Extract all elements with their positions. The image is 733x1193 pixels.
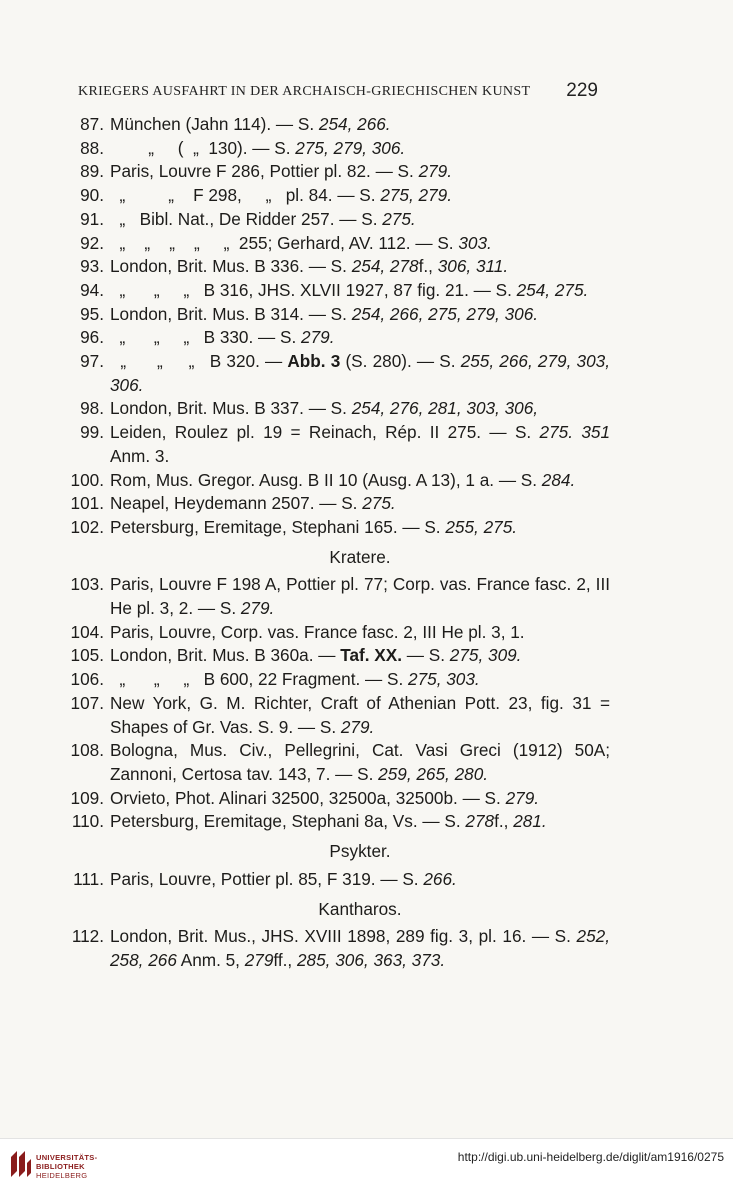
entry-text-segment: „ „ F 298, „ pl. 84. — S. — [110, 185, 381, 206]
entry-text — [110, 644, 610, 668]
entry-number: 111. — [73, 868, 104, 889]
entry-text-segment: New York, G. M. Richter, Craft of Athenian Pott. 23, fig. 31 = Shapes of Gr. Vas. S. 9. — S. — [110, 692, 610, 737]
entry-number: 112. — [71, 926, 104, 947]
entry-number: 99. — [80, 422, 104, 443]
entry-text — [110, 573, 610, 620]
entry-text — [110, 492, 610, 516]
page-reference: 306, 311. — [437, 256, 509, 277]
page-reference: 303. — [458, 232, 492, 253]
entry-number: 89. — [80, 161, 104, 182]
catalogue-entry — [68, 303, 613, 327]
catalogue-entry — [68, 279, 613, 303]
catalogue-entry — [68, 644, 613, 668]
catalogue-entry — [68, 184, 613, 208]
entry-text-segment: Paris, Louvre F 286, Pottier pl. 82. — S. — [110, 161, 419, 182]
page-reference: 279. — [340, 716, 375, 737]
entry-number: 103. — [70, 574, 104, 595]
entry-text-segment: „ „ „ B 316, JHS. XLVII 1927, 87 fig. 21. — S. — [110, 279, 517, 300]
entry-number: 110. — [71, 811, 104, 832]
running-header — [78, 80, 598, 104]
entry-text — [110, 255, 610, 279]
entry-number: 96. — [80, 327, 104, 348]
figure-reference: Abb. 3 — [287, 351, 341, 372]
entry-number: 109. — [70, 787, 104, 808]
entry-text-segment: London, Brit. Mus. B 337. — S. — [110, 398, 352, 419]
entry-text-segment: „ „ „ B 320. — — [110, 351, 288, 372]
entry-text — [110, 326, 610, 350]
entry-text-segment: — S. — [402, 645, 450, 666]
catalogue-entry — [68, 160, 613, 184]
page-reference: 254, 275. — [516, 279, 589, 300]
entry-text — [110, 279, 610, 303]
entry-text — [110, 397, 610, 421]
catalogue-entry — [68, 925, 613, 972]
entry-text — [110, 469, 610, 493]
catalogue-entry — [68, 208, 613, 232]
section-heading: Psykter. — [329, 841, 391, 862]
entry-text — [110, 113, 610, 137]
catalogue-entry — [68, 787, 613, 811]
entry-text-segment: Bologna, Mus. Civ., Pellegrini, Cat. Vasi Greci (1912) 50A; Zannoni, Certosa tav. 143, 7. — S. — [110, 740, 610, 784]
page-reference: 284. — [541, 469, 576, 490]
entry-number: 88. — [80, 137, 104, 158]
catalogue-entry — [68, 810, 613, 834]
entry-text-segment: Rom, Mus. Gregor. Ausg. B II 10 (Ausg. A 13), 1 a. — S. — [110, 469, 542, 490]
entry-text-segment: Orvieto, Phot. Alinari 32500, 32500a, 32500b. — S. — [110, 787, 506, 808]
entry-text-segment: Neapel, Heydemann 2507. — S. — [110, 493, 363, 514]
catalogue-entry — [68, 469, 613, 493]
page-reference: 279. — [505, 787, 540, 808]
page-reference: 275, 279. — [380, 185, 452, 206]
entry-number: 97. — [80, 351, 104, 372]
figure-reference: Taf. XX. — [340, 645, 403, 666]
entry-text-segment: f., — [494, 811, 514, 832]
page-reference: 279 — [244, 949, 274, 970]
catalogue-entry — [68, 573, 613, 620]
catalogue-entry — [68, 516, 613, 540]
entry-number: 87. — [80, 114, 104, 134]
entry-text — [110, 184, 610, 208]
entry-text — [110, 739, 610, 786]
entry-text-segment: „ Bibl. Nat., De Ridder 257. — S. — [110, 208, 383, 229]
page-reference: 275, 303. — [408, 669, 480, 690]
running-title: KRIEGERS AUSFAHRT IN DER ARCHAISCH-GRIECHISCHEN KUNST — [78, 84, 531, 99]
entry-text-segment: (S. 280). — S. — [340, 351, 461, 372]
logo-line-1: UNIVERSITÄTS- — [36, 1153, 98, 1162]
logo-line-3: HEIDELBERG — [36, 1171, 88, 1180]
entry-number: 108. — [70, 740, 104, 761]
entry-number: 102. — [70, 516, 104, 537]
page-reference: 254, 276, 281, 303, 306, — [351, 398, 539, 419]
catalogue-entry — [68, 868, 613, 892]
entry-text-segment: London, Brit. Mus. B 336. — S. — [110, 256, 352, 277]
entry-number: 107. — [70, 692, 104, 713]
catalogue-list — [68, 113, 613, 973]
library-seal-icon — [8, 1149, 32, 1181]
entry-number: 92. — [80, 232, 104, 253]
catalogue-entry — [68, 692, 613, 739]
entry-text-segment: ff., — [273, 949, 297, 970]
entry-text-segment: Anm. 3. — [110, 445, 170, 466]
entry-number: 98. — [80, 398, 104, 419]
entry-text-segment: London, Brit. Mus. B 360a. — — [110, 645, 341, 666]
page-reference: 275. — [382, 208, 416, 229]
entry-number: 106. — [70, 669, 104, 690]
page-reference: 254, 278 — [351, 256, 419, 277]
library-logo[interactable] — [8, 1149, 138, 1185]
page-reference: 279. — [418, 161, 453, 182]
page-reference: 255, 266, 279, 303, 306. — [110, 351, 610, 395]
catalogue-entry — [68, 137, 613, 161]
entry-text — [110, 137, 610, 161]
entry-text-segment: London, Brit. Mus., JHS. XVIII 1898, 289 fig. 3, pl. 16. — S. — [110, 926, 577, 947]
catalogue-entry — [68, 113, 613, 137]
page-reference: 254, 266. — [318, 114, 391, 134]
catalogue-entry — [68, 255, 613, 279]
catalogue-entry — [68, 621, 613, 645]
entry-number: 94. — [80, 279, 104, 300]
entry-text — [110, 787, 610, 811]
entry-text-segment: „ ( „ 130). — S. — [110, 137, 296, 158]
page-reference: 275, 279, 306. — [295, 137, 406, 158]
entry-text-segment: Petersburg, Eremitage, Stephani 8a, Vs. — S. — [110, 811, 466, 832]
entry-text-segment: London, Brit. Mus. B 314. — S. — [110, 303, 352, 324]
page-reference: 254, 266, 275, 279, 306. — [351, 303, 539, 324]
entry-text — [110, 668, 610, 692]
entry-text — [110, 925, 610, 972]
page-reference: 255, 275. — [445, 516, 518, 537]
catalogue-entry — [68, 739, 613, 786]
footer-bar — [0, 1138, 733, 1193]
page-reference: 275. — [362, 493, 396, 514]
entry-text-segment: f., — [418, 256, 438, 277]
entry-text — [110, 232, 610, 256]
entry-text-segment: Anm. 5, — [176, 949, 245, 970]
permalink-url[interactable]: http://digi.ub.uni-heidelberg.de/diglit/am1916/0275 — [457, 1150, 724, 1164]
entry-text — [110, 621, 610, 645]
section-heading: Kratere. — [329, 546, 391, 567]
page-reference: 279. — [240, 598, 275, 619]
entry-text — [110, 208, 610, 232]
page-reference: 281. — [513, 811, 547, 832]
entry-text — [110, 692, 610, 739]
entry-text — [110, 810, 610, 834]
page-reference: 278 — [465, 811, 495, 832]
entry-text-segment: Petersburg, Eremitage, Stephani 165. — S. — [110, 516, 446, 537]
page-reference: 279. — [301, 327, 335, 348]
entry-text-segment: Paris, Louvre, Corp. vas. France fasc. 2, III He pl. 3, 1. — [110, 621, 525, 642]
page-number: 229 — [566, 80, 598, 101]
logo-line-2: BIBLIOTHEK — [36, 1162, 85, 1171]
entry-text — [110, 516, 610, 540]
entry-number: 91. — [80, 208, 104, 229]
catalogue-entry — [68, 421, 613, 468]
entry-text-segment: „ „ „ B 600, 22 Fragment. — S. — [110, 669, 409, 690]
catalogue-entry — [68, 232, 613, 256]
page-reference: 259, 265, 280. — [378, 763, 489, 784]
entry-text-segment: Leiden, Roulez pl. 19 = Reinach, Rép. II 275. — S. — [110, 422, 540, 443]
catalogue-entry — [68, 350, 613, 397]
entry-text-segment: „ „ „ B 330. — S. — [110, 327, 302, 348]
entry-text-segment: München (Jahn 114). — S. — [110, 114, 319, 134]
entry-text — [110, 868, 610, 892]
page-reference: 275. 351 — [539, 422, 611, 443]
entry-number: 95. — [80, 303, 104, 324]
page-reference: 285, 306, 363, 373. — [297, 949, 446, 970]
catalogue-entry — [68, 492, 613, 516]
entry-text-segment: „ „ „ „ „ 255; Gerhard, AV. 112. — S. — [110, 232, 459, 253]
entry-number: 100. — [70, 469, 104, 490]
page-reference: 266. — [423, 868, 457, 889]
entry-text — [110, 350, 610, 397]
entry-text — [110, 421, 610, 468]
entry-text-segment: Paris, Louvre, Pottier pl. 85, F 319. — S. — [110, 868, 424, 889]
entry-number: 90. — [80, 185, 104, 206]
catalogue-entry — [68, 397, 613, 421]
entry-number: 104. — [70, 621, 104, 642]
catalogue-entry — [68, 668, 613, 692]
page-reference: 275, 309. — [449, 645, 522, 666]
entry-number: 101. — [70, 493, 104, 514]
page-reference: 252, 258, 266 — [110, 926, 610, 970]
entry-number: 105. — [70, 645, 104, 666]
catalogue-entry — [68, 326, 613, 350]
entry-text — [110, 160, 610, 184]
section-heading: Kantharos. — [318, 898, 402, 919]
entry-number: 93. — [80, 256, 104, 277]
entry-text — [110, 303, 610, 327]
entry-text-segment: Paris, Louvre F 198 A, Pottier pl. 77; Corp. vas. France fasc. 2, III He pl. 3, 2. — S. — [110, 574, 610, 619]
